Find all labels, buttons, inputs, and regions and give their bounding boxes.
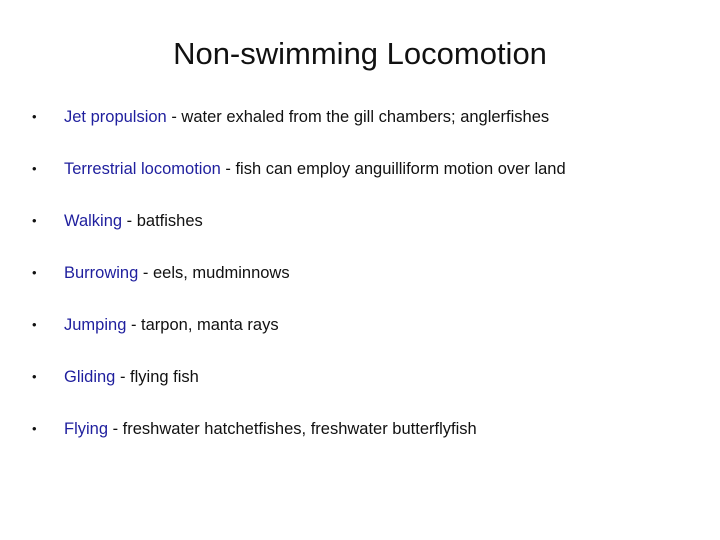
term-description: - flying fish: [115, 368, 199, 386]
term-label: Gliding: [64, 368, 116, 386]
list-item-text: [64, 102, 549, 132]
list-item: [28, 258, 698, 310]
term-label: Burrowing: [64, 264, 139, 282]
term-description: - batfishes: [122, 212, 203, 230]
bullet-icon: •: [32, 161, 37, 176]
slide-title: Non-swimming Locomotion: [173, 36, 547, 71]
list-item-text: [64, 206, 203, 236]
list-item: [28, 102, 698, 154]
bullet-icon: •: [32, 369, 37, 384]
list-item: [28, 154, 698, 206]
term-label: Terrestrial locomotion: [64, 160, 221, 178]
list-item: [28, 414, 698, 466]
list-item: [28, 362, 698, 414]
list-item-text: [64, 414, 477, 444]
list-item: [28, 206, 698, 258]
term-description: - tarpon, manta rays: [126, 316, 279, 334]
list-item: [28, 310, 698, 362]
list-item-text: [64, 258, 290, 288]
term-label: Jumping: [64, 316, 127, 334]
term-label: Walking: [64, 212, 123, 230]
list-item-text: [64, 310, 279, 340]
term-description: - water exhaled from the gill chambers; anglerfishes: [166, 108, 550, 126]
term-label: Flying: [64, 420, 109, 438]
list-item-text: [64, 154, 566, 184]
bullet-icon: •: [32, 317, 37, 332]
bullet-icon: •: [32, 265, 37, 280]
bullet-icon: •: [32, 421, 37, 436]
bullet-icon: •: [32, 109, 37, 124]
bullet-icon: •: [32, 213, 37, 228]
bullet-list: [28, 102, 698, 466]
term-description: - freshwater hatchetfishes, freshwater butterflyfish: [108, 420, 477, 438]
list-item-text: [64, 362, 199, 392]
term-label: Jet propulsion: [64, 108, 167, 126]
term-description: - fish can employ anguilliform motion over land: [220, 160, 566, 178]
term-description: - eels, mudminnows: [138, 264, 290, 282]
